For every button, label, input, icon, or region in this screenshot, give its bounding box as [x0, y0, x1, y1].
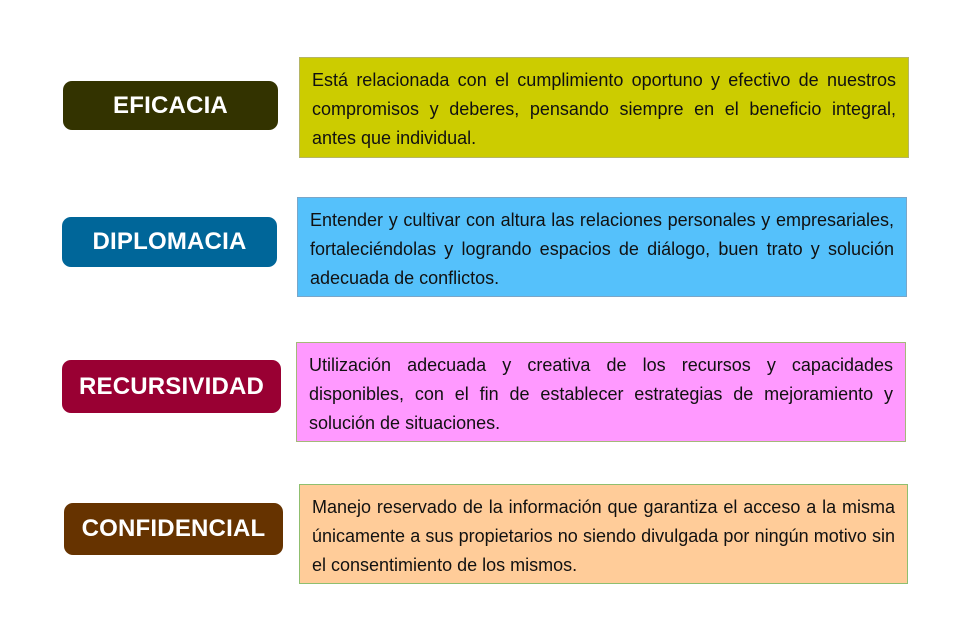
value-label-confidencial: CONFIDENCIAL	[64, 503, 283, 555]
value-description-recursividad: Utilización adecuada y creativa de los recursos y capacidades disponibles, con el fin de establecer estrategias de mejoramiento y solución de situaciones.	[296, 342, 906, 442]
value-label-eficacia: EFICACIA	[63, 81, 278, 130]
value-label-recursividad: RECURSIVIDAD	[62, 360, 281, 413]
value-description-diplomacia: Entender y cultivar con altura las relaciones personales y empresariales, fortaleciéndolas y logrando espacios de diálogo, buen trato y solución adecuada de conflictos.	[297, 197, 907, 297]
value-label-diplomacia: DIPLOMACIA	[62, 217, 277, 267]
value-description-eficacia: Está relacionada con el cumplimiento oportuno y efectivo de nuestros compromisos y deberes, pensando siempre en el beneficio integral, antes que individual.	[299, 57, 909, 158]
value-description-confidencial: Manejo reservado de la información que garantiza el acceso a la misma únicamente a sus propietarios no siendo divulgada por ningún motivo sin el consentimiento de los mismos.	[299, 484, 908, 584]
